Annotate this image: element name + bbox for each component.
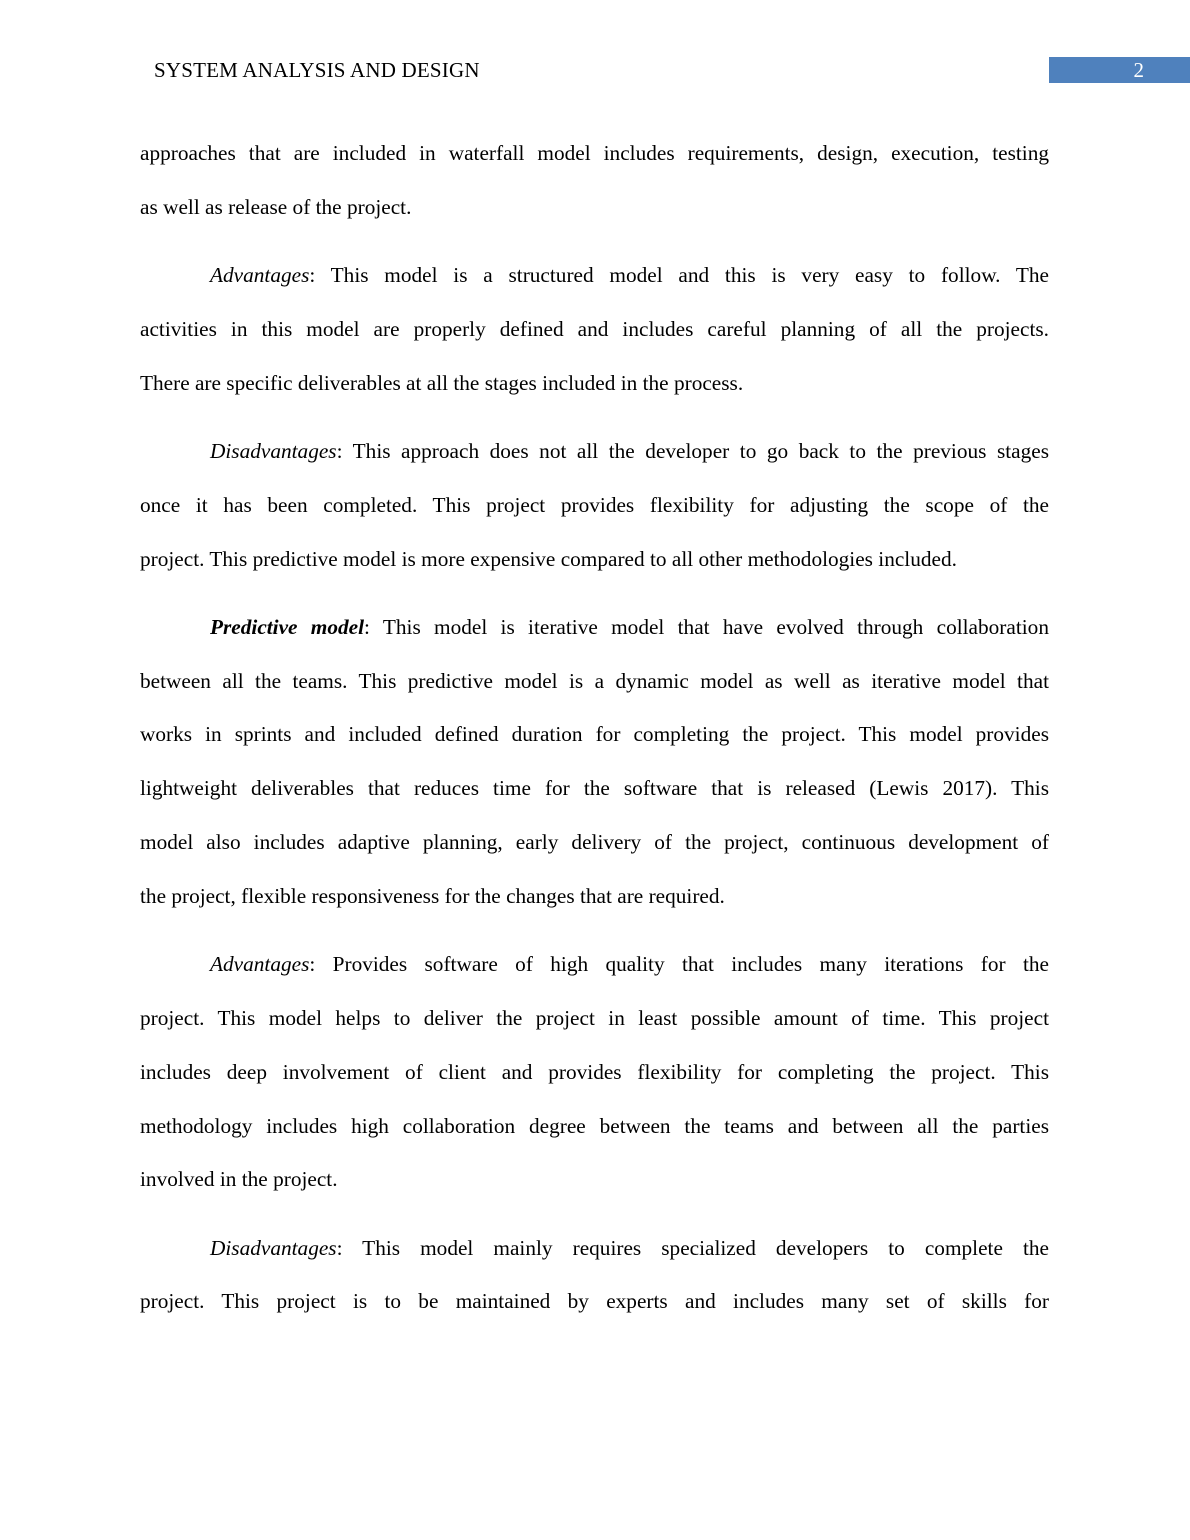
line-text: works in sprints and included defined duration for completing the project. This model provides <box>140 722 1049 747</box>
paragraph-label: Disadvantages <box>210 1235 337 1260</box>
line-text: There are specific deliverables at all the stages included in the process. <box>140 370 744 395</box>
line-text: methodology includes high collaboration degree between the teams and between all the parties <box>140 1113 1049 1138</box>
document-body <box>140 127 1049 1344</box>
line-text: once it has been completed. This project provides flexibility for adjusting the scope of the <box>140 492 1049 517</box>
paragraph-line <box>140 601 1049 655</box>
line-text: as well as release of the project. <box>140 194 412 219</box>
line-text: project. This predictive model is more expensive compared to all other methodologies included. <box>140 546 957 571</box>
paragraph-line <box>140 1100 1049 1154</box>
line-text: : This approach does not all the developer to go back to the previous stages <box>336 438 1049 463</box>
running-header-title: SYSTEM ANALYSIS AND DESIGN <box>154 58 480 82</box>
paragraph <box>140 1222 1049 1330</box>
paragraph-line <box>140 1046 1049 1100</box>
paragraph-line <box>140 533 1049 587</box>
page-number-badge <box>1049 57 1190 83</box>
line-text: activities in this model are properly defined and includes careful planning of all the projects. <box>140 316 1049 341</box>
paragraph-line <box>140 708 1049 762</box>
line-text: : This model is a structured model and this is very easy to follow. The <box>309 263 1049 288</box>
line-text: model also includes adaptive planning, early delivery of the project, continuous development of <box>140 830 1049 855</box>
paragraph-line <box>140 1153 1049 1207</box>
line-text: lightweight deliverables that reduces time for the software that is released (Lewis 2017). This <box>140 776 1049 801</box>
paragraph-line <box>140 992 1049 1046</box>
line-text: project. This project is to be maintained by experts and includes many set of skills for <box>140 1289 1049 1314</box>
line-text: : This model mainly requires specialized developers to complete the <box>336 1235 1049 1260</box>
paragraph-label: Advantages <box>210 952 310 977</box>
paragraph <box>140 601 1049 924</box>
paragraph-line <box>140 816 1049 870</box>
line-text: : This model is iterative model that have evolved through collaboration <box>364 614 1049 639</box>
line-text: includes deep involvement of client and provides flexibility for completing the project. This <box>140 1059 1049 1084</box>
paragraph-line <box>140 357 1049 411</box>
paragraph-line <box>140 303 1049 357</box>
paragraph-label: Advantages <box>210 263 310 288</box>
line-text: approaches that are included in waterfall model includes requirements, design, execution, testing <box>140 141 1049 165</box>
paragraph <box>140 425 1049 586</box>
line-text: : Provides software of high quality that includes many iterations for the <box>309 952 1049 977</box>
paragraph-line <box>140 479 1049 533</box>
paragraph-line <box>140 1275 1049 1329</box>
paragraph-line <box>140 181 1049 235</box>
paragraph-line <box>140 870 1049 924</box>
paragraph-label: Predictive model <box>210 614 365 639</box>
line-text: between all the teams. This predictive model is a dynamic model as well as iterative model that <box>140 668 1049 693</box>
paragraph-line <box>140 1222 1049 1276</box>
paragraph-line <box>140 762 1049 816</box>
paragraph-label: Disadvantages <box>210 438 337 463</box>
paragraph <box>140 249 1049 410</box>
paragraph <box>140 127 1049 235</box>
paragraph-line <box>140 425 1049 479</box>
paragraph <box>140 938 1049 1207</box>
line-text: the project, flexible responsiveness for the changes that are required. <box>140 883 725 908</box>
paragraph-line <box>140 127 1049 181</box>
line-text: involved in the project. <box>140 1167 338 1192</box>
paragraph-line <box>140 655 1049 709</box>
paragraph-line <box>140 938 1049 992</box>
page-number: 2 <box>1133 58 1144 82</box>
line-text: project. This model helps to deliver the project in least possible amount of time. This project <box>140 1005 1049 1030</box>
paragraph-line <box>140 249 1049 303</box>
